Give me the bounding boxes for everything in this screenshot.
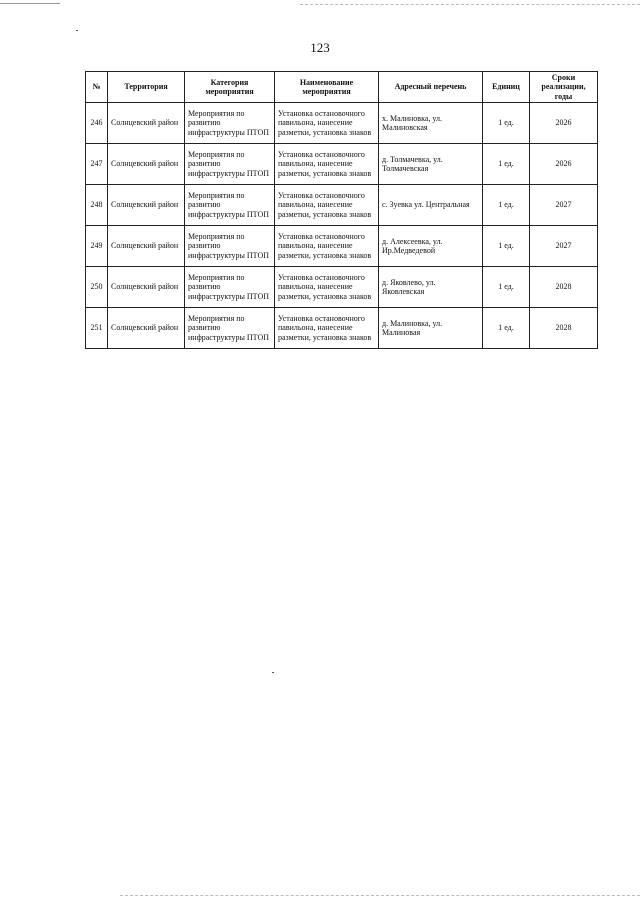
table-row [86,103,598,144]
cell-address: д. Алексеевка, ул. Ир.Медведевой [379,226,483,267]
cell-territory: Солнцевский район [108,226,185,267]
cell-territory: Солнцевский район [108,267,185,308]
page-number: 123 [310,40,330,55]
cell-number: 250 [86,267,108,308]
cell-number: 251 [86,308,108,349]
cell-address: д. Толмачевка, ул. Толмачевская [379,144,483,185]
cell-name: Установка остановочного павильона, нанесение разметки, установка знаков [275,226,379,267]
cell-name: Установка остановочного павильона, нанесение разметки, установка знаков [275,308,379,349]
cell-address: х. Малиновка, ул. Малиновская [379,103,483,144]
cell-category: Мероприятия по развитию инфраструктуры ПТОП [185,185,275,226]
cell-number: 249 [86,226,108,267]
cell-category: Мероприятия по развитию инфраструктуры ПТОП [185,103,275,144]
scan-edge-top [0,0,640,8]
table-row [86,144,598,185]
table-row [86,185,598,226]
cell-territory: Солнцевский район [108,144,185,185]
cell-years: 2026 [530,103,598,144]
cell-name: Установка остановочного павильона, нанесение разметки, установка знаков [275,267,379,308]
cell-units: 1 ед. [483,267,530,308]
cell-years: 2027 [530,185,598,226]
cell-category: Мероприятия по развитию инфраструктуры ПТОП [185,308,275,349]
cell-number: 247 [86,144,108,185]
cell-category: Мероприятия по развитию инфраструктуры ПТОП [185,144,275,185]
header-name: Наименование мероприятия [275,72,379,103]
header-address: Адресный перечень [379,72,483,103]
measures-table [85,71,598,349]
cell-address: д. Яковлево, ул. Яковлевская [379,267,483,308]
header-territory: Территория [108,72,185,103]
cell-address: д. Малиновка, ул. Малиновая [379,308,483,349]
cell-units: 1 ед. [483,103,530,144]
cell-territory: Солнцевский район [108,308,185,349]
cell-units: 1 ед. [483,308,530,349]
cell-name: Установка остановочного павильона, нанесение разметки, установка знаков [275,185,379,226]
cell-category: Мероприятия по развитию инфраструктуры ПТОП [185,226,275,267]
cell-units: 1 ед. [483,185,530,226]
header-units: Единиц [483,72,530,103]
table-row [86,267,598,308]
table-header-row [86,72,598,103]
cell-number: 246 [86,103,108,144]
header-years: Сроки реализации, годы [530,72,598,103]
cell-address: с. Зуевка ул. Центральная [379,185,483,226]
scan-edge-bottom [120,895,640,896]
header-category: Категория мероприятия [185,72,275,103]
cell-territory: Солнцевский район [108,103,185,144]
cell-years: 2028 [530,267,598,308]
cell-years: 2027 [530,226,598,267]
header-number: № [86,72,108,103]
cell-years: 2026 [530,144,598,185]
cell-name: Установка остановочного павильона, нанесение разметки, установка знаков [275,103,379,144]
scan-speck [272,672,274,673]
table-row [86,226,598,267]
cell-units: 1 ед. [483,226,530,267]
cell-name: Установка остановочного павильона, нанесение разметки, установка знаков [275,144,379,185]
cell-territory: Солнцевский район [108,185,185,226]
table-row [86,308,598,349]
cell-units: 1 ед. [483,144,530,185]
scan-speck [76,30,78,31]
cell-number: 248 [86,185,108,226]
cell-years: 2028 [530,308,598,349]
cell-category: Мероприятия по развитию инфраструктуры ПТОП [185,267,275,308]
